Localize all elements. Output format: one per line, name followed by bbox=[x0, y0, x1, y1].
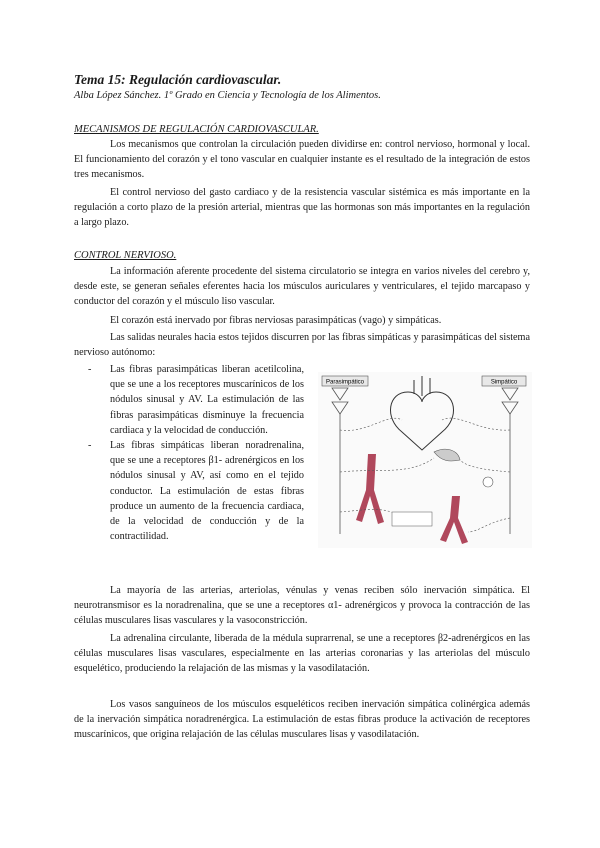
autonomic-diagram-image bbox=[318, 372, 532, 548]
document-author: Alba López Sánchez. 1º Grado en Ciencia y Tecnología de los Alimentos. bbox=[74, 90, 381, 101]
paragraph: Los mecanismos que controlan la circulación pueden dividirse en: control nervioso, hormonal y local. El funcionamiento del corazón y el tono vascular en cualquier instante es el resultado de la integración de estos tres mecanismos. bbox=[74, 139, 530, 181]
section-heading-control-nervioso: CONTROL NERVIOSO. bbox=[74, 250, 177, 261]
paragraph: Los vasos sanguíneos de los músculos esqueléticos reciben inervación simpática colinérgica además de la inervación simpática noradrenérgica. La estimulación de estas fibras produce la activación de receptores muscarínicos, que origina relajación de las células musculares lisas y vasodilatación. bbox=[74, 699, 530, 741]
autonomic-innervation-figure bbox=[318, 372, 532, 548]
paragraph: La información aferente procedente del sistema circulatorio se integra en varios niveles del cerebro y, desde este, se generan señales eferentes hacia los músculos auriculares y ventriculares, el tejido marcapaso y conductor del corazón y el músculo liso vascular. bbox=[74, 266, 530, 308]
document-title: Tema 15: Regulación cardiovascular. bbox=[74, 72, 282, 87]
parasympathetic-label: Parasimpático bbox=[325, 379, 365, 386]
fiber-list bbox=[88, 362, 304, 544]
list-item: - Las fibras parasimpáticas liberan acetilcolina, que se une a los receptores muscarínicos de los nódulos sinusal y AV. La estimulación de las fibras parasimpáticas disminuye la frecuencia cardiaca y la velocidad de conducción. bbox=[88, 362, 304, 438]
paragraph: El control nervioso del gasto cardiaco y de la resistencia vascular sistémica es más importante en la regulación a corto plazo de la presión arterial, mientras que las hormonas son más importantes en la regulación a largo plazo. bbox=[74, 187, 530, 229]
ganglion-icon bbox=[483, 477, 493, 487]
paragraph: Las salidas neurales hacia estos tejidos discurren por las fibras simpáticas y parasimpáticas del sistema nervioso autónomo: bbox=[74, 332, 530, 359]
muscle-label-box bbox=[392, 512, 432, 526]
paragraph: El corazón está inervado por fibras nerviosas parasimpáticas (vago) y simpáticas. bbox=[110, 315, 442, 326]
paragraph: La adrenalina circulante, liberada de la médula suprarrenal, se une a receptores β2-adrenérgicos en las células musculares lisas vasculares, especialmente en las arterias coronarias y las arteriolas del músculo esquelético, produciendo la relajación de las mismas y la vasodilatación. bbox=[74, 633, 530, 675]
sympathetic-label: Simpático bbox=[490, 379, 518, 386]
section-heading-mecanismos: MECANISMOS DE REGULACIÓN CARDIOVASCULAR. bbox=[74, 124, 319, 135]
paragraph: La mayoría de las arterias, arteriolas, vénulas y venas reciben sólo inervación simpática. El neurotransmisor es la noradrenalina, que se une a receptores α1- adrenérgicos y provoca la contracción de las células musculares lisas vasculares y la vasoconstricción. bbox=[74, 585, 530, 627]
list-item: - Las fibras simpáticas liberan noradrenalina, que se une a receptores β1- adrenérgicos en los nódulos sinusal y AV, así como en el tejido conductor. La estimulación de estas fibras produce un aumento de la frecuencia cardiaca, de la velocidad de conducción y de la contractilidad. bbox=[88, 438, 304, 544]
